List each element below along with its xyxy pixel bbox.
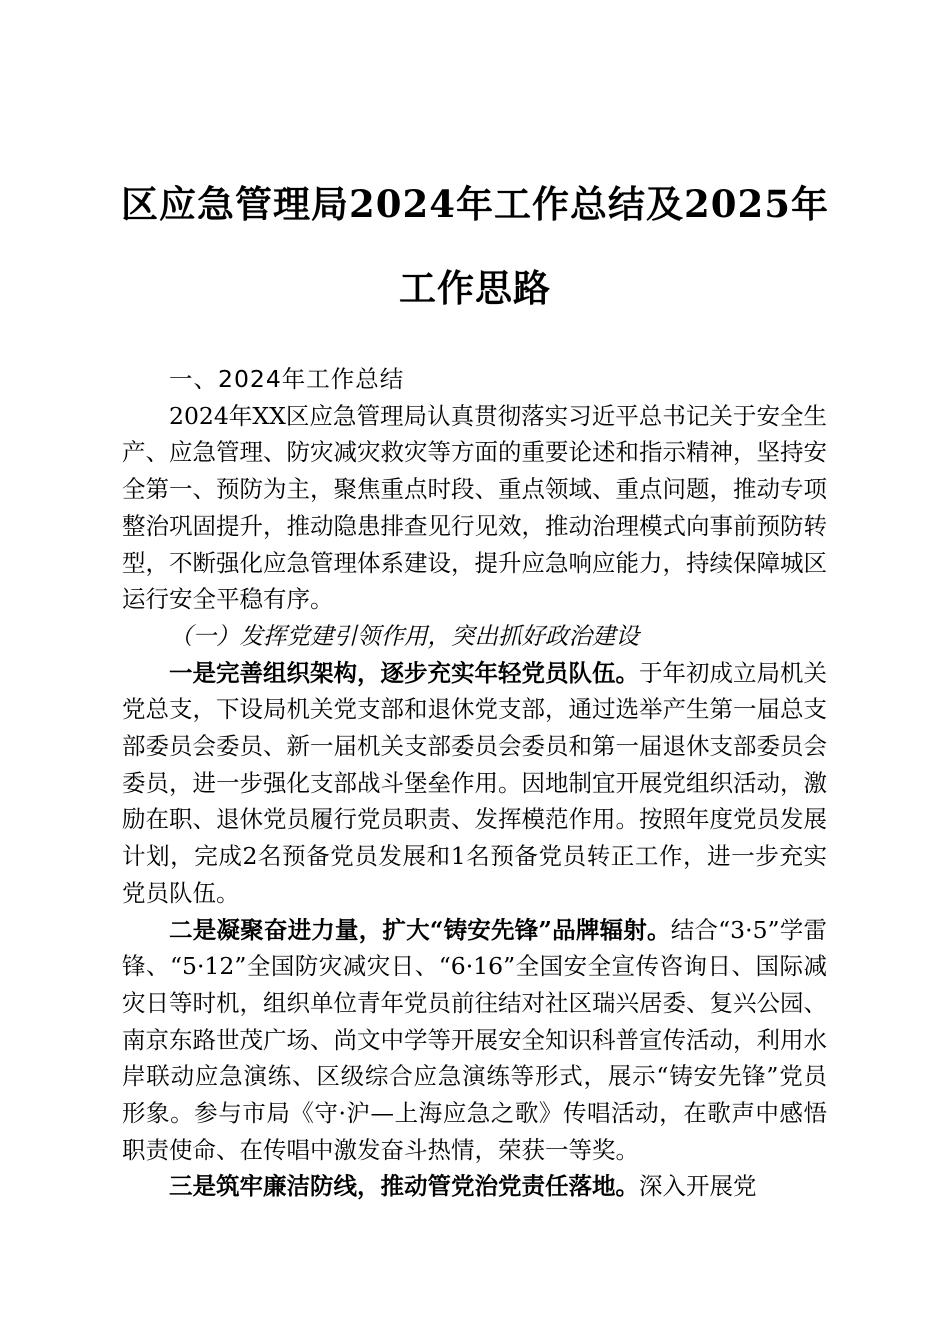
item-text: 结合“3·5”学雷锋、“5·12”全国防灾减灾日、“6·16”全国安全宣传咨询日、国际减灾日等时机，组织单位青年党员前往结对社区瑞兴居委、复兴公园、南京东路世茂广场、尚文中学等开展安全知识科普宣传活动，利用水岸联动应急演练、区级综合应急演练等形式，展示“铸安先锋”党员形象。参与市局《守·沪—上海应急之歌》传唱活动，在歌声中感悟职责使命、在传唱中激发奋斗热情，荣获一等奖。 (122, 915, 827, 1164)
item-lead: 三是筑牢廉洁防线，推动管党治党责任落地。 (169, 1172, 639, 1201)
paragraph-item-2 (122, 912, 827, 1169)
section-heading: 一、2024年工作总结 (169, 365, 405, 393)
item-text: 深入开展党 (639, 1172, 757, 1201)
document-body (122, 361, 827, 1205)
item-text: 于年初成立局机关党总支，下设局机关党支部和退休党支部，通过选举产生第一届总支部委员会委员、新一届机关支部委员会委员和第一届退休支部委员会委员，进一步强化支部战斗堡垒作用。因地制宜开展党组织活动，激励在职、退休党员履行党员职责、发挥模范作用。按照年度党员发展计划，完成2名预备党员发展和1名预备党员转正工作，进一步充实党员队伍。 (122, 658, 827, 907)
item-lead: 二是凝聚奋进力量，扩大“铸安先锋”品牌辐射。 (169, 915, 671, 944)
subsection-heading: （一）发挥党建引领作用，突出抓好政治建设 (169, 621, 639, 650)
document-title: 区应急管理局2024年工作总结及2025年工作思路 (121, 182, 829, 310)
paragraph-item-1 (122, 655, 827, 912)
paragraph-item-3 (122, 1168, 827, 1205)
intro-paragraph: 2024年XX区应急管理局认真贯彻落实习近平总书记关于安全生产、应急管理、防灾减灾救灾等方面的重要论述和指示精神，坚持安全第一、预防为主，聚焦重点时段、重点领域、重点问题，推动专项整治巩固提升，推动隐患排查见行见效，推动治理模式向事前预防转型，不断强化应急管理体系建设，提升应急响应能力，持续保障城区运行安全平稳有序。 (122, 401, 827, 614)
item-lead: 一是完善组织架构，逐步充实年轻党员队伍。 (169, 658, 639, 687)
